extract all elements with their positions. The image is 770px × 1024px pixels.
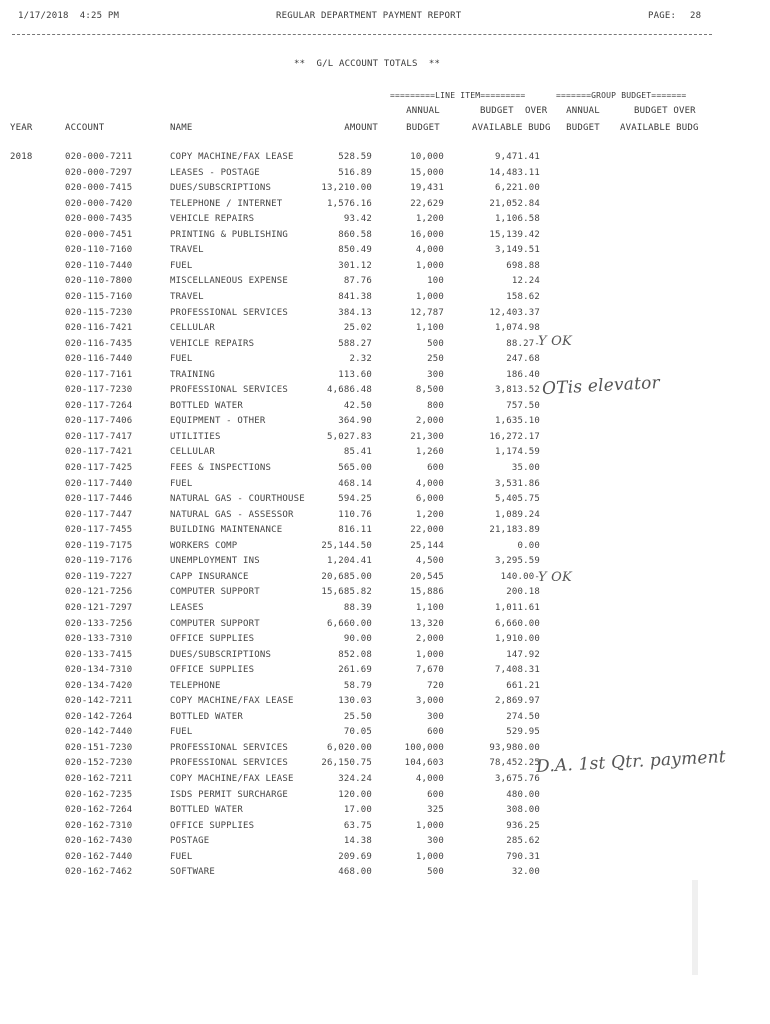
account-number: 020-000-7420	[65, 199, 133, 209]
account-number: 020-115-7230	[65, 308, 133, 318]
amount: 588.27	[338, 339, 372, 349]
amount: 4,686.48	[327, 385, 372, 395]
account-number: 020-117-7230	[65, 385, 133, 395]
annual-budget: 16,000	[410, 230, 444, 240]
account-name: BOTTLED WATER	[170, 401, 244, 411]
budget-over: 147.92	[506, 650, 540, 660]
amount: 468.00	[338, 867, 372, 877]
header-rule	[12, 34, 712, 35]
amount: 516.89	[338, 168, 372, 178]
annual-budget: 300	[427, 370, 444, 380]
account-number: 020-117-7406	[65, 416, 133, 426]
budget-over: 757.50	[506, 401, 540, 411]
account-number: 020-000-7451	[65, 230, 133, 240]
budget-over: 1,910.00	[495, 634, 540, 644]
amount: 2.32	[349, 354, 372, 364]
amount: 17.00	[343, 805, 372, 815]
account-number: 020-121-7256	[65, 587, 133, 597]
scan-shadow-right	[692, 880, 698, 975]
account-name: BUILDING MAINTENANCE	[170, 525, 283, 535]
account-number: 020-162-7430	[65, 836, 133, 846]
account-name: OFFICE SUPPLIES	[170, 634, 255, 644]
account-number: 020-110-7440	[65, 261, 133, 271]
annual-budget: 22,629	[410, 199, 444, 209]
account-number: 020-117-7264	[65, 401, 133, 411]
annual-budget: 3,000	[415, 696, 444, 706]
account-name: BOTTLED WATER	[170, 712, 244, 722]
amount: 852.08	[338, 650, 372, 660]
account-name: FUEL	[170, 261, 193, 271]
budget-over: 3,813.52	[495, 385, 540, 395]
account-number: 020-121-7297	[65, 603, 133, 613]
account-name: CELLULAR	[170, 323, 215, 333]
annual-budget: 1,260	[415, 447, 444, 457]
col-annual-2: ANNUAL	[566, 106, 600, 116]
annual-budget: 4,500	[415, 556, 444, 566]
annual-budget: 250	[427, 354, 444, 364]
handwritten-otis-elevator: OTis elevator	[541, 372, 661, 400]
budget-over: 308.00	[506, 805, 540, 815]
account-name: COPY MACHINE/FAX LEASE	[170, 696, 294, 706]
account-number: 020-133-7415	[65, 650, 133, 660]
account-number: 020-152-7230	[65, 758, 133, 768]
budget-over: 186.40	[506, 370, 540, 380]
account-number: 020-134-7420	[65, 681, 133, 691]
account-name: OFFICE SUPPLIES	[170, 821, 255, 831]
amount: 70.05	[343, 727, 372, 737]
annual-budget: 1,100	[415, 603, 444, 613]
account-name: TELEPHONE	[170, 681, 221, 691]
col-budget-over-1: BUDGET OVER	[480, 106, 548, 116]
budget-over: 7,408.31	[495, 665, 540, 675]
amount: 25,144.50	[321, 541, 372, 551]
account-number: 020-116-7440	[65, 354, 133, 364]
amount: 528.59	[338, 152, 372, 162]
budget-over: 274.50	[506, 712, 540, 722]
account-name: SOFTWARE	[170, 867, 215, 877]
annual-budget: 25,144	[410, 541, 444, 551]
budget-over: 3,295.59	[495, 556, 540, 566]
annual-budget: 1,200	[415, 510, 444, 520]
account-number: 020-117-7440	[65, 479, 133, 489]
col-amount: AMOUNT	[344, 123, 378, 133]
account-number: 020-117-7425	[65, 463, 133, 473]
annual-budget: 100	[427, 276, 444, 286]
amount: 25.02	[343, 323, 372, 333]
amount: 13,210.00	[321, 183, 372, 193]
year-value: 2018	[10, 152, 33, 162]
annual-budget: 325	[427, 805, 444, 815]
account-name: UNEMPLOYMENT INS	[170, 556, 260, 566]
account-number: 020-117-7421	[65, 447, 133, 457]
account-number: 020-119-7176	[65, 556, 133, 566]
budget-over: 32.00	[511, 867, 540, 877]
budget-over: 1,011.61	[495, 603, 540, 613]
amount: 58.79	[343, 681, 372, 691]
amount: 1,576.16	[327, 199, 372, 209]
account-number: 020-134-7310	[65, 665, 133, 675]
account-name: PRINTING & PUBLISHING	[170, 230, 288, 240]
amount: 42.50	[343, 401, 372, 411]
account-number: 020-162-7462	[65, 867, 133, 877]
annual-budget: 22,000	[410, 525, 444, 535]
budget-over: 3,531.86	[495, 479, 540, 489]
account-number: 020-117-7455	[65, 525, 133, 535]
account-number: 020-142-7211	[65, 696, 133, 706]
annual-budget: 20,545	[410, 572, 444, 582]
annual-budget: 15,886	[410, 587, 444, 597]
budget-over: 247.68	[506, 354, 540, 364]
account-number: 020-119-7175	[65, 541, 133, 551]
budget-over: 936.25	[506, 821, 540, 831]
account-number: 020-110-7160	[65, 245, 133, 255]
amount: 209.69	[338, 852, 372, 862]
handwritten-ok-2: Y OK	[538, 570, 572, 585]
amount: 63.75	[343, 821, 372, 831]
annual-budget: 600	[427, 463, 444, 473]
amount: 6,660.00	[327, 619, 372, 629]
budget-over: 140.00-	[500, 572, 540, 582]
budget-over: 1,074.98	[495, 323, 540, 333]
amount: 816.11	[338, 525, 372, 535]
account-name: COPY MACHINE/FAX LEASE	[170, 152, 294, 162]
budget-over: 790.31	[506, 852, 540, 862]
budget-over: 1,106.58	[495, 214, 540, 224]
annual-budget: 1,000	[415, 292, 444, 302]
account-number: 020-117-7161	[65, 370, 133, 380]
budget-over: 529.95	[506, 727, 540, 737]
annual-budget: 2,000	[415, 416, 444, 426]
account-name: FUEL	[170, 479, 193, 489]
amount: 364.90	[338, 416, 372, 426]
annual-budget: 500	[427, 867, 444, 877]
amount: 301.12	[338, 261, 372, 271]
annual-budget: 7,670	[415, 665, 444, 675]
budget-over: 15,139.42	[489, 230, 540, 240]
annual-budget: 1,000	[415, 650, 444, 660]
amount: 120.00	[338, 790, 372, 800]
budget-over: 698.88	[506, 261, 540, 271]
account-name: FEES & INSPECTIONS	[170, 463, 272, 473]
account-number: 020-117-7446	[65, 494, 133, 504]
budget-over: 2,869.97	[495, 696, 540, 706]
budget-over: 200.18	[506, 587, 540, 597]
page-number: 28	[690, 11, 702, 21]
account-name: TELEPHONE / INTERNET	[170, 199, 283, 209]
annual-budget: 500	[427, 339, 444, 349]
annual-budget: 100,000	[404, 743, 444, 753]
account-name: EQUIPMENT - OTHER	[170, 416, 266, 426]
annual-budget: 4,000	[415, 774, 444, 784]
section-title: ** G/L ACCOUNT TOTALS **	[294, 59, 441, 69]
group-budget-header: =======GROUP BUDGET=======	[556, 91, 687, 100]
amount: 130.03	[338, 696, 372, 706]
account-number: 020-162-7310	[65, 821, 133, 831]
account-name: LEASES - POSTAGE	[170, 168, 260, 178]
account-number: 020-162-7440	[65, 852, 133, 862]
annual-budget: 6,000	[415, 494, 444, 504]
account-name: VEHICLE REPAIRS	[170, 214, 255, 224]
budget-over: 1,089.24	[495, 510, 540, 520]
account-name: FUEL	[170, 852, 193, 862]
account-name: TRAINING	[170, 370, 215, 380]
budget-over: 88.27-	[506, 339, 540, 349]
budget-over: 158.62	[506, 292, 540, 302]
budget-over: 78,452.25	[489, 758, 540, 768]
amount: 1,204.41	[327, 556, 372, 566]
amount: 25.50	[343, 712, 372, 722]
budget-over: 21,183.89	[489, 525, 540, 535]
annual-budget: 1,000	[415, 261, 444, 271]
amount: 860.58	[338, 230, 372, 240]
account-name: COPY MACHINE/FAX LEASE	[170, 774, 294, 784]
budget-over: 3,675.76	[495, 774, 540, 784]
amount: 5,027.83	[327, 432, 372, 442]
account-name: MISCELLANEOUS EXPENSE	[170, 276, 288, 286]
budget-over: 5,405.75	[495, 494, 540, 504]
amount: 384.13	[338, 308, 372, 318]
annual-budget: 2,000	[415, 634, 444, 644]
annual-budget: 4,000	[415, 479, 444, 489]
budget-over: 9,471.41	[495, 152, 540, 162]
col-available-2: AVAILABLE BUDG	[620, 123, 699, 133]
account-name: ISDS PERMIT SURCHARGE	[170, 790, 288, 800]
budget-over: 35.00	[511, 463, 540, 473]
account-number: 020-133-7256	[65, 619, 133, 629]
account-number: 020-151-7230	[65, 743, 133, 753]
annual-budget: 4,000	[415, 245, 444, 255]
budget-over: 1,635.10	[495, 416, 540, 426]
budget-over: 0.00	[517, 541, 540, 551]
report-title: REGULAR DEPARTMENT PAYMENT REPORT	[276, 11, 462, 21]
account-number: 020-116-7435	[65, 339, 133, 349]
budget-over: 21,052.84	[489, 199, 540, 209]
account-number: 020-000-7415	[65, 183, 133, 193]
account-name: BOTTLED WATER	[170, 805, 244, 815]
annual-budget: 19,431	[410, 183, 444, 193]
annual-budget: 1,100	[415, 323, 444, 333]
account-name: TRAVEL	[170, 292, 204, 302]
amount: 468.14	[338, 479, 372, 489]
page-label: PAGE:	[648, 11, 677, 21]
amount: 110.76	[338, 510, 372, 520]
annual-budget: 720	[427, 681, 444, 691]
annual-budget: 600	[427, 727, 444, 737]
annual-budget: 300	[427, 712, 444, 722]
budget-over: 3,149.51	[495, 245, 540, 255]
annual-budget: 10,000	[410, 152, 444, 162]
budget-over: 12.24	[511, 276, 540, 286]
account-name: FUEL	[170, 354, 193, 364]
amount: 20,685.00	[321, 572, 372, 582]
budget-over: 16,272.17	[489, 432, 540, 442]
budget-over: 14,483.11	[489, 168, 540, 178]
account-name: VEHICLE REPAIRS	[170, 339, 255, 349]
amount: 113.60	[338, 370, 372, 380]
col-year: YEAR	[10, 123, 33, 133]
account-number: 020-162-7235	[65, 790, 133, 800]
annual-budget: 600	[427, 790, 444, 800]
amount: 14.38	[343, 836, 372, 846]
col-name: NAME	[170, 123, 193, 133]
account-name: PROFESSIONAL SERVICES	[170, 758, 288, 768]
account-name: WORKERS COMP	[170, 541, 238, 551]
annual-budget: 800	[427, 401, 444, 411]
account-number: 020-142-7264	[65, 712, 133, 722]
account-number: 020-162-7264	[65, 805, 133, 815]
amount: 87.76	[343, 276, 372, 286]
account-number: 020-117-7447	[65, 510, 133, 520]
account-name: DUES/SUBSCRIPTIONS	[170, 650, 272, 660]
amount: 6,020.00	[327, 743, 372, 753]
account-name: POSTAGE	[170, 836, 210, 846]
amount: 841.38	[338, 292, 372, 302]
handwritten-ok-1: Y OK	[538, 334, 572, 349]
account-name: LEASES	[170, 603, 204, 613]
annual-budget: 8,500	[415, 385, 444, 395]
handwritten-da-payment: D.A. 1st Qtr. payment	[535, 747, 727, 777]
account-name: COMPUTER SUPPORT	[170, 587, 260, 597]
account-number: 020-000-7435	[65, 214, 133, 224]
account-number: 020-117-7417	[65, 432, 133, 442]
account-number: 020-133-7310	[65, 634, 133, 644]
account-number: 020-110-7800	[65, 276, 133, 286]
account-name: NATURAL GAS - ASSESSOR	[170, 510, 294, 520]
col-budget-2: BUDGET	[566, 123, 600, 133]
line-item-group-header: =========LINE ITEM=========	[390, 91, 526, 100]
annual-budget: 21,300	[410, 432, 444, 442]
account-name: PROFESSIONAL SERVICES	[170, 385, 288, 395]
col-budget-1: BUDGET	[406, 123, 440, 133]
account-name: FUEL	[170, 727, 193, 737]
account-name: COMPUTER SUPPORT	[170, 619, 260, 629]
account-number: 020-000-7297	[65, 168, 133, 178]
amount: 26,150.75	[321, 758, 372, 768]
account-number: 020-115-7160	[65, 292, 133, 302]
budget-over: 1,174.59	[495, 447, 540, 457]
annual-budget: 104,603	[404, 758, 444, 768]
account-number: 020-000-7211	[65, 152, 133, 162]
account-name: UTILITIES	[170, 432, 221, 442]
amount: 15,685.82	[321, 587, 372, 597]
col-available-1: AVAILABLE BUDG	[472, 123, 551, 133]
amount: 261.69	[338, 665, 372, 675]
amount: 90.00	[343, 634, 372, 644]
report-datetime: 1/17/2018 4:25 PM	[18, 11, 120, 21]
col-budget-over-2: BUDGET OVER	[634, 106, 696, 116]
account-name: TRAVEL	[170, 245, 204, 255]
budget-over: 6,660.00	[495, 619, 540, 629]
account-name: OFFICE SUPPLIES	[170, 665, 255, 675]
amount: 88.39	[343, 603, 372, 613]
account-name: NATURAL GAS - COURTHOUSE	[170, 494, 305, 504]
budget-over: 480.00	[506, 790, 540, 800]
budget-over: 6,221.00	[495, 183, 540, 193]
col-annual-1: ANNUAL	[406, 106, 440, 116]
amount: 93.42	[343, 214, 372, 224]
account-name: DUES/SUBSCRIPTIONS	[170, 183, 272, 193]
col-account: ACCOUNT	[65, 123, 105, 133]
budget-over: 285.62	[506, 836, 540, 846]
account-name: PROFESSIONAL SERVICES	[170, 743, 288, 753]
annual-budget: 300	[427, 836, 444, 846]
account-name: CAPP INSURANCE	[170, 572, 249, 582]
annual-budget: 1,200	[415, 214, 444, 224]
budget-over: 661.21	[506, 681, 540, 691]
account-number: 020-119-7227	[65, 572, 133, 582]
account-number: 020-162-7211	[65, 774, 133, 784]
amount: 594.25	[338, 494, 372, 504]
amount: 324.24	[338, 774, 372, 784]
account-number: 020-142-7440	[65, 727, 133, 737]
budget-over: 12,403.37	[489, 308, 540, 318]
amount: 850.49	[338, 245, 372, 255]
annual-budget: 1,000	[415, 852, 444, 862]
budget-over: 93,980.00	[489, 743, 540, 753]
annual-budget: 15,000	[410, 168, 444, 178]
annual-budget: 13,320	[410, 619, 444, 629]
account-number: 020-116-7421	[65, 323, 133, 333]
account-name: PROFESSIONAL SERVICES	[170, 308, 288, 318]
account-name: CELLULAR	[170, 447, 215, 457]
annual-budget: 12,787	[410, 308, 444, 318]
annual-budget: 1,000	[415, 821, 444, 831]
amount: 565.00	[338, 463, 372, 473]
amount: 85.41	[343, 447, 372, 457]
